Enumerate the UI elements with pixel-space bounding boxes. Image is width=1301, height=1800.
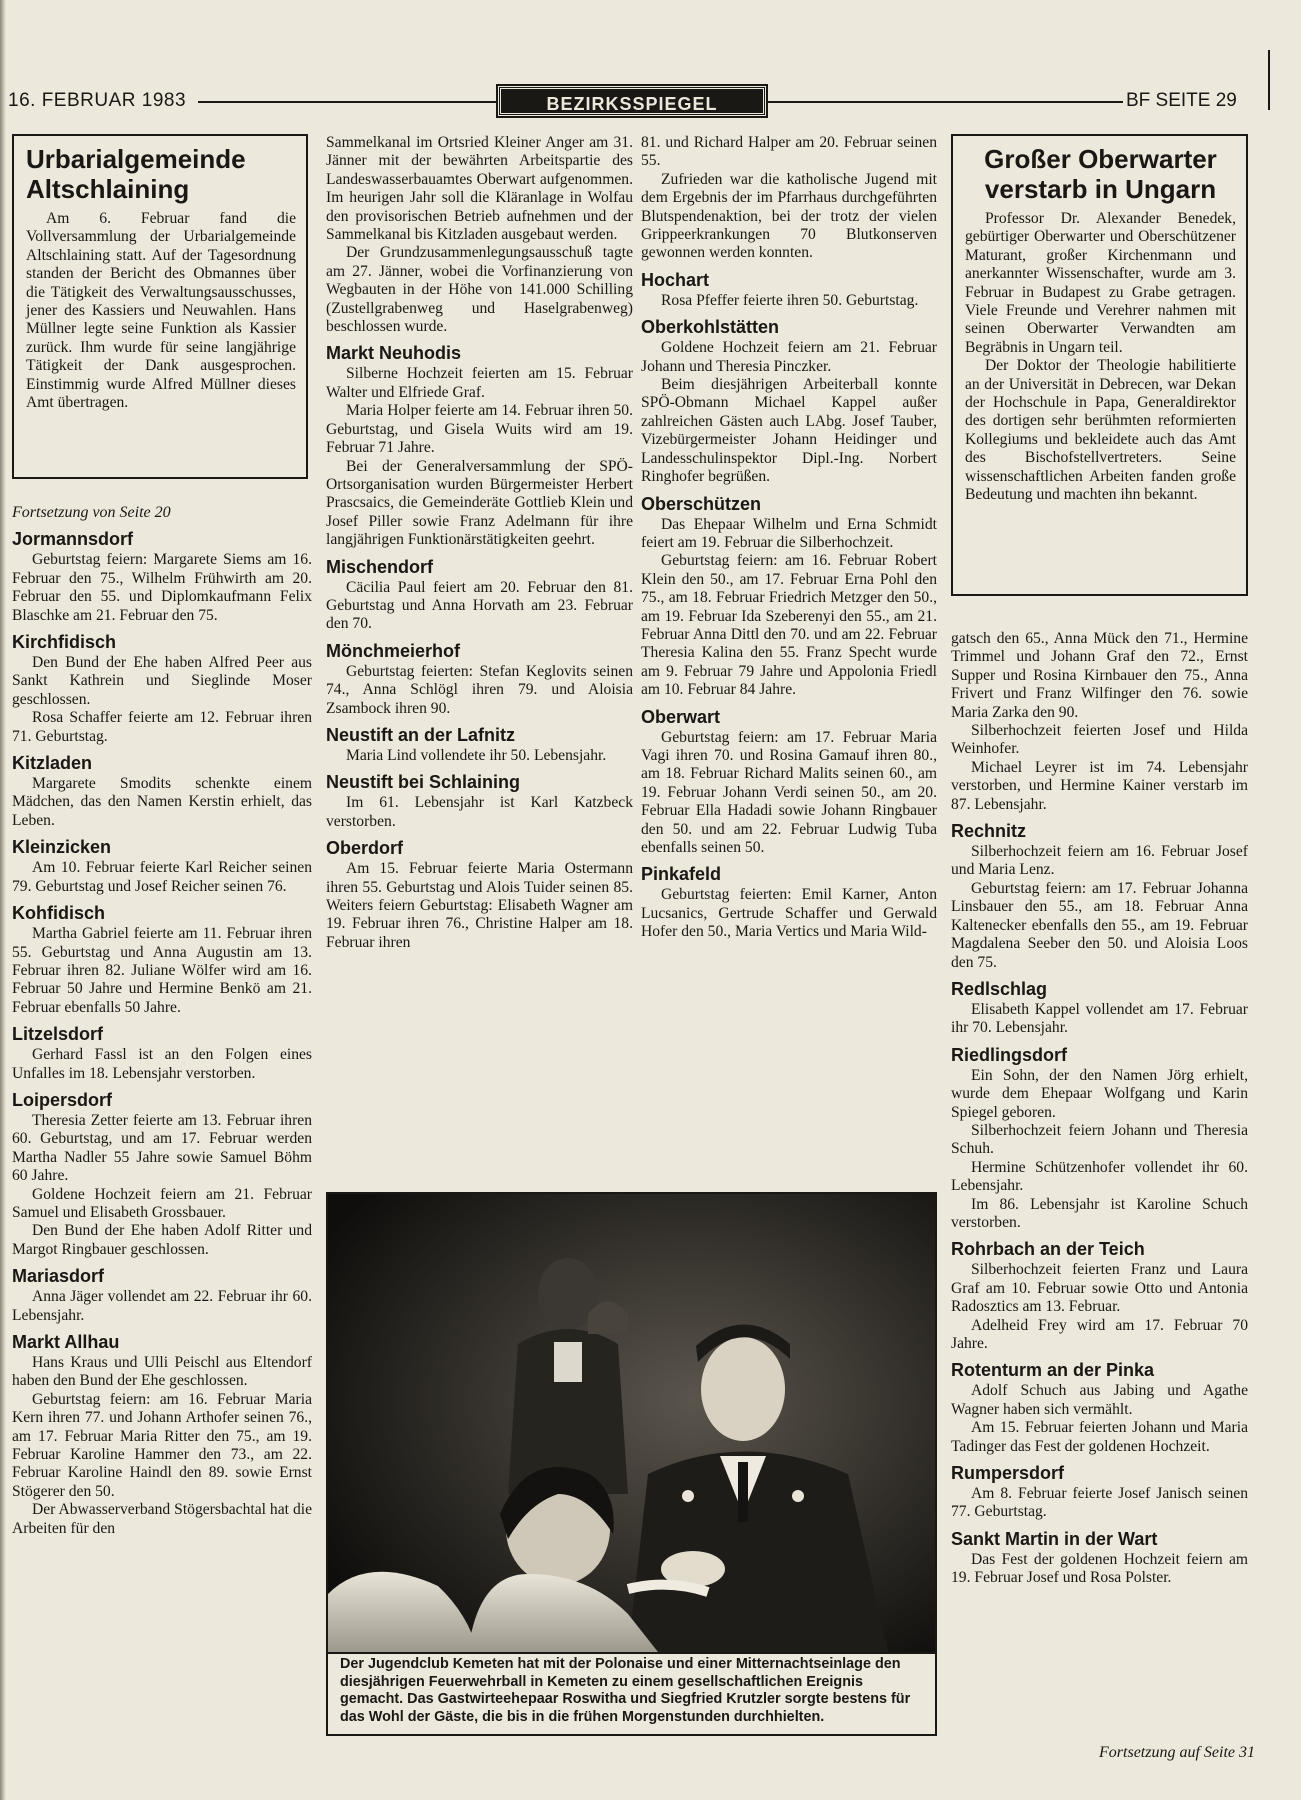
news-item: Margarete Smodits schenkte einem Mädchen, das den Namen Kerstin erhielt, das Leben. <box>12 775 312 829</box>
news-item: Am 15. Februar feierte Maria Ostermann ihren 55. Geburtstag und Alois Tuider seinen 85. Weiters feiern Geburtstag: Elisabeth Wagner am 19. Februar ihren 76., Christine Halper am 18. Februar ihren <box>326 860 633 951</box>
news-item: Geburtstag feiern: am 16. Februar Maria Kern ihren 77. und Johann Arthofer seinen 76., am 17. Februar Maria Ritter den 75., am 19. Februar Karoline Hammer den 73., am 22. Februar Karoline Haindl den 89. sowie Ernst Stögerer den 50. <box>12 1390 312 1500</box>
news-item: Hans Kraus und Ulli Peischl aus Eltendorf haben den Bund der Ehe geschlossen. <box>12 1354 312 1390</box>
news-item: Cäcilia Paul feiert am 20. Februar den 81. Geburtstag und Anna Horvath am 23. Februar den 70. <box>326 578 633 633</box>
article-headline: Großer Oberwarter verstarb in Ungarn <box>984 144 1217 204</box>
news-item: Am 8. Februar feierte Josef Janisch seinen 77. Geburtstag. <box>951 1485 1248 1521</box>
news-item: Adolf Schuch aus Jabing und Agathe Wagner haben sich vermählt. <box>951 1382 1248 1418</box>
news-item: Goldene Hochzeit feiern am 21. Februar Johann und Theresia Pinczker. <box>641 339 937 375</box>
place-heading: Kohfidisch <box>12 903 105 924</box>
news-item: Geburtstag feierten: Stefan Keglovits seinen 74., Anna Schlögl ihren 79. und Aloisia Zsambock ihren 90. <box>326 662 633 717</box>
news-item: Bei der Generalversammlung der SPÖ-Ortsorganisation wurden Bürgermeister Herbert Prascsaics, die Gemeinderäte Gottlieb Klein und Josef Piller sowie Franz Adelmann für ihre langjährigen Funktionärstätigkeiten geehrt. <box>326 457 633 549</box>
article-paragraph: Zufrieden war die katholische Jugend mit dem Ergebnis der im Pfarrhaus durchgeführten Blutspendenaktion, bei der trotz der vielen Grippeerkrankungen 70 Blutkonserven gewonnen werden konnten. <box>641 170 937 262</box>
place-heading: Neustift an der Lafnitz <box>326 724 516 745</box>
news-item: Der Abwasserverband Stögersbachtal hat die Arbeiten für den <box>12 1501 312 1537</box>
place-heading: Markt Neuhodis <box>326 343 462 364</box>
place-heading: Markt Allhau <box>12 1332 120 1352</box>
page-number: BF SEITE 29 <box>1126 90 1237 111</box>
news-item: Geburtstag feiern: am 17. Februar Johanna Linsbauer den 55., am 18. Februar Anna Kaltenecker ebenfalls den 55., am 19. Februar Magdalena Seeber den 50. und Aloisia Loos den 75. <box>951 879 1248 971</box>
news-item: Am 10. Februar feierte Karl Reicher seinen 79. Geburtstag und Josef Reicher seinen 76. <box>12 859 312 895</box>
column-2 <box>326 134 633 952</box>
page-edge-shadow <box>0 0 6 1800</box>
news-item: Rosa Schaffer feierte am 12. Februar ihren 71. Geburtstag. <box>12 709 312 745</box>
news-item: Maria Lind vollendete ihr 50. Lebensjahr. <box>346 746 607 764</box>
place-heading: Riedlingsdorf <box>951 1044 1067 1065</box>
place-heading: Rotenturm an der Pinka <box>951 1360 1155 1381</box>
column-1 <box>12 504 312 1538</box>
news-item: Rosa Pfeffer feierte ihren 50. Geburtstag. <box>661 291 919 309</box>
article-paragraph: Sammelkanal im Ortsried Kleiner Anger am 31. Jänner mit der bewährten Arbeitspartie des Landeswasserbauamtes Oberwart aufgenommen. Im heurigen Jahr soll die Kläranlage in Wolfau den provisorischen Betrieb aufnehmen und der Sammelkanal bis Kitzladen ausgebaut werden. <box>326 134 633 244</box>
local-news-list <box>951 821 1248 1588</box>
article-box-obituary <box>951 134 1248 596</box>
header-rule-left <box>198 101 498 103</box>
news-item: Maria Holper feierte am 14. Februar ihren 50. Geburtstag, und Gisela Wuits wird am 19. Februar 71 Jahre. <box>326 402 633 457</box>
article-body: Am 6. Februar fand die Vollversammlung der Urbarialgemeinde Altschlaining statt. Auf der Tagesordnung standen der Bericht des Obmannes über die Tätigkeit des Verwaltungsausschusses, jener des Kassiers und Neuwahlen. Hans Müllner legte seine Funktion als Kassier zurück. Ihm wurde für seine langjährige Tätigkeit der Dank ausgesprochen. Einstimmig wurde Alfred Müllner dieses Amt übertragen. <box>26 210 296 412</box>
news-item: Silberhochzeit feiern am 16. Februar Josef und Maria Lenz. <box>951 843 1248 879</box>
issue-date: 16. FEBRUAR 1983 <box>8 90 187 111</box>
place-heading: Kirchfidisch <box>12 632 117 653</box>
continued-from: Fortsetzung von Seite 20 <box>12 504 171 521</box>
place-heading: Rohrbach an der Teich <box>951 1239 1145 1260</box>
place-heading: Mischendorf <box>326 556 434 577</box>
news-photo <box>326 1192 937 1654</box>
place-heading: Oberschützen <box>641 493 762 514</box>
news-item: Silberhochzeit feiern Johann und Theresia Schuh. <box>951 1121 1248 1158</box>
article-paragraph: gatsch den 65., Anna Mück den 71., Hermine Trimmel und Johann Graf den 72., Ernst Supper und Rosina Kirnbauer den 75., Anna Frivert und Franz Wilfinger den 76. sowie Maria Zarka den 90. <box>951 630 1248 721</box>
place-heading: Litzelsdorf <box>12 1024 104 1045</box>
news-item: Den Bund der Ehe haben Alfred Peer aus Sankt Kathrein und Sieglinde Moser geschlossen. <box>12 654 312 708</box>
article-paragraph: Silberhochzeit feierten Josef und Hilda Weinhofer. <box>951 722 1248 758</box>
place-heading: Pinkafeld <box>641 864 722 885</box>
news-item: Geburtstag feiern: am 17. Februar Maria Vagi ihren 70. und Rosina Gamauf ihren 80., am 18. Februar Richard Malits seinen 60., am 19. Februar Johann Verdi seinen 50., am 20. Februar Ella Hadadi sowie Johann Ringbauer den 50. und am 22. Februar Ludwig Tuba ebenfalls seinen 50. <box>641 728 937 856</box>
place-heading: Kitzladen <box>12 753 93 774</box>
news-item: Im 86. Lebensjahr ist Karoline Schuch verstorben. <box>951 1195 1248 1231</box>
place-heading: Oberdorf <box>326 838 404 859</box>
place-heading: Sankt Martin in der Wart <box>951 1528 1158 1549</box>
header-rule-right <box>768 101 1123 103</box>
news-item: Das Fest der goldenen Hochzeit feiern am 19. Februar Josef und Rosa Polster. <box>951 1550 1248 1587</box>
place-heading: Jormannsdorf <box>12 529 134 550</box>
column-3 <box>641 134 937 942</box>
news-item: Beim diesjährigen Arbeiterball konnte SPÖ-Obmann Michael Kappel außer zahlreichen Gästen auch LAbg. Josef Tauber, Vizebürgermeister Johann Heidinger und Landesschulinspektor Dipl.-Ing. Norbert Ringhofer begrüßen. <box>641 376 937 486</box>
article-paragraph: Professor Dr. Alexander Benedek, gebürtiger Oberwarter und Oberschützener Maturant, großer Kirchenmann und anerkannter Wissenschafter, wurde am 3. Februar in Budapest zu Grabe getragen. Viele Freunde und Verehrer nahmen mit seinen Oberwarter Verwandten am Begräbnis in Ungarn teil. <box>965 210 1236 356</box>
news-item: Geburtstag feierten: Emil Karner, Anton Lucsanics, Gertrude Schaffer und Gerwald Hofer den 50., Maria Vertics und Maria Wild- <box>641 886 937 941</box>
page-header <box>8 86 1248 120</box>
place-heading: Loipersdorf <box>12 1089 113 1110</box>
place-heading: Oberwart <box>641 706 721 727</box>
news-item: Im 61. Lebensjahr ist Karl Katzbeck verstorben. <box>326 794 633 830</box>
article-paragraph: 81. und Richard Halper am 20. Februar seinen 55. <box>641 134 937 170</box>
news-item: Elisabeth Kappel vollendet am 17. Februar ihr 70. Lebensjahr. <box>951 1000 1248 1037</box>
dancing-couple-photo <box>328 1194 935 1652</box>
news-item: Anna Jäger vollendet am 22. Februar ihr 60. Lebensjahr. <box>12 1288 312 1324</box>
place-heading: Hochart <box>641 269 710 290</box>
article-box-urbarialgemeinde <box>12 134 308 479</box>
news-item: Das Ehepaar Wilhelm und Erna Schmidt feiert am 19. Februar die Silberhochzeit. <box>641 515 937 551</box>
news-item: Den Bund der Ehe haben Adolf Ritter und Margot Ringbauer geschlossen. <box>12 1222 312 1258</box>
local-news-list <box>326 343 633 952</box>
news-item: Hermine Schützenhofer vollendet ihr 60. Lebensjahr. <box>951 1158 1248 1195</box>
article-paragraph: Der Doktor der Theologie habilitierte an der Universität in Debrecen, war Dekan der Hochschule in Papa, Generaldirektor des dortigen sehr berühmten reformierten Kollegiums und bekleidete auch das Amt des Bischofstellvertreters. Seine wissenschaftlichen Arbeiten fanden große Bedeutung und machten ihn bekannt. <box>965 357 1236 504</box>
photo-caption: Der Jugendclub Kemeten hat mit der Polonaise und einer Mitternachtseinlage den diesjährigen Feuerwehrball in Kemeten zu einem gesellschaftlichen Ereignis gemacht. Das Gastwirteehepaar Roswitha und Siegfried Krutzler sorgte bestens für das Wohl der Gäste, die bis in die frühen Morgenstunden durchhielten. <box>326 1650 937 1736</box>
place-heading: Neustift bei Schlaining <box>326 772 521 793</box>
article-headline: Urbarialgemeinde Altschlaining <box>26 144 246 204</box>
news-item: Gerhard Fassl ist an den Folgen eines Unfalles im 18. Lebensjahr verstorben. <box>12 1046 312 1082</box>
place-heading: Redlschlag <box>951 978 1048 999</box>
place-heading: Rechnitz <box>951 821 1027 842</box>
news-item: Silberne Hochzeit feierten am 15. Februar Walter und Elfriede Graf. <box>326 365 633 401</box>
place-heading: Mariasdorf <box>12 1266 105 1287</box>
crop-mark <box>1268 50 1270 110</box>
place-heading: Mönchmeierhof <box>326 640 461 661</box>
local-news-list <box>12 529 312 1538</box>
local-news-list <box>641 270 937 942</box>
news-item: Martha Gabriel feierte am 11. Februar ihren 55. Geburtstag und Anna Augustin am 13. Februar ihren 82. Juliane Wölfer wird am 16. Februar 50 Jahre und Hermine Benkö am 21. Februar ebenfalls 50 Jahre. <box>12 925 312 1016</box>
news-item: Adelheid Frey wird am 17. Februar 70 Jahre. <box>951 1316 1248 1352</box>
news-item: Silberhochzeit feierten Franz und Laura Graf am 10. Februar sowie Otto und Antonia Radosztics am 13. Februar. <box>951 1261 1248 1316</box>
article-paragraph: Der Grundzusammenlegungsausschuß tagte am 27. Jänner, wobei die Vorfinanzierung von Wegbauten in der Höhe von 141.000 Schilling (Zustellgrabenweg und Haselgrabenweg) beschlossen wurde. <box>326 244 633 336</box>
section-title: BEZIRKSSPIEGEL <box>498 86 766 116</box>
news-item: Am 15. Februar feierten Johann und Maria Tadinger das Fest der goldenen Hochzeit. <box>951 1419 1248 1455</box>
place-heading: Oberkohlstätten <box>641 317 780 338</box>
place-heading: Rumpersdorf <box>951 1463 1065 1484</box>
news-item: Geburtstag feiern: am 16. Februar Robert Klein den 50., am 17. Februar Erna Pohl den 75., am 18. Februar Friedrich Metzger den 50., am 19. Februar Ida Szeberenyi den 55., am 21. Februar Anna Dittl den 70. und am 22. Februar Theresia Kalina den 55. Franz Specht wurde am 9. Februar 79 Jahre und Appolonia Friedl am 10. Februar 84 Jahre. <box>641 552 937 699</box>
news-item: Goldene Hochzeit feiern am 21. Februar Samuel und Elisabeth Grossbauer. <box>12 1185 312 1221</box>
place-heading: Kleinzicken <box>12 837 112 858</box>
news-item: Geburtstag feiern: Margarete Siems am 16. Februar den 75., Wilhelm Frühwirth am 20. Februar den 55. und Diplomkaufmann Felix Blaschke am 21. Februar den 75. <box>12 551 312 624</box>
column-4 <box>951 630 1248 1588</box>
news-item: Theresia Zetter feierte am 13. Februar ihren 60. Geburtstag, und am 17. Februar werden Martha Nadler 55 Jahre sowie Samuel Böhm 60 Jahre. <box>12 1111 312 1185</box>
news-item: Ein Sohn, der den Namen Jörg erhielt, wurde dem Ehepaar Wolfgang und Karin Spiegel geboren. <box>951 1066 1248 1121</box>
continued-on: Fortsetzung auf Seite 31 <box>1099 1744 1255 1761</box>
article-paragraph: Michael Leyrer ist im 74. Lebensjahr verstorben, und Hermine Kainer verstarb im 87. Lebensjahr. <box>951 758 1248 813</box>
